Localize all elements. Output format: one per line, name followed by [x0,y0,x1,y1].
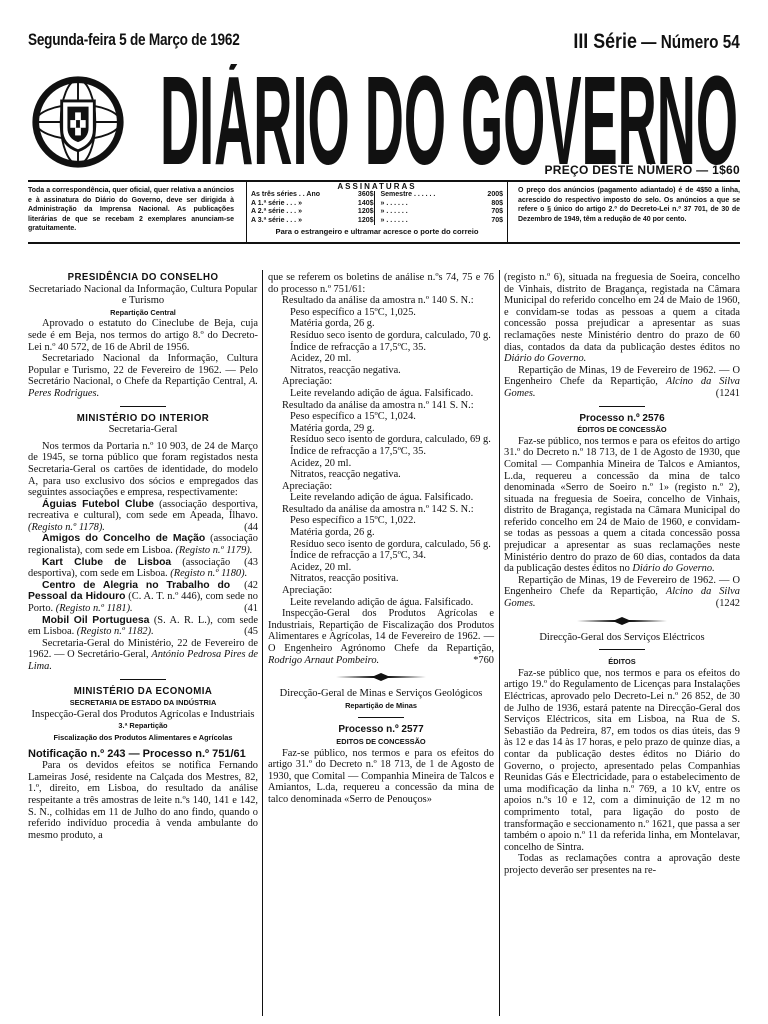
ornament-divider-icon [336,673,426,681]
subscription-label: A 2.ª série . . . » [251,208,302,215]
entity-name: Mobil Oil Portuguesa [42,614,150,626]
subscription-price: 70$ [491,216,503,224]
section-subheading: Secretariado Nacional da Informação, Cultura Popular e Turismo [28,283,258,307]
subscriptions-title: ASSINATURAS [337,182,417,191]
serie-label: III Série [573,30,638,53]
analysis-line: Matéria gorda, 29 g. [290,422,375,434]
paragraph [28,353,258,399]
paragraph [504,436,740,575]
masthead-top-line [28,30,740,54]
analysis-line: Resíduo seco isento de gordura, calculado, 70 g. [290,329,491,341]
publication-name: Diário do Governo. [632,563,715,575]
issue-date: Segunda-feira 5 de Março de 1962 [28,30,240,49]
process-number: Processo n.º 2576 [579,412,665,424]
subscriptions-table [251,191,503,225]
process-number: Processo n.º 2577 [338,724,424,736]
registry-number: (Registo n.º 1178). [28,521,105,533]
registry-number: (Registo n.º 1181). [55,603,133,615]
subscriptions-box [246,182,508,242]
analysis-line: Índice de refracção a 17,5ºC, 34. [290,550,426,562]
department-name: Inspecção-Geral dos Produtos Agrícolas e Industriais [31,708,255,720]
analysis-line: Nitratos, reacção negativa. [290,364,401,376]
entity-name: Centro de Alegria no Trabalho do Pessoal da Hidouro [28,579,231,603]
publication-name: Diário do Governo. [504,353,587,365]
appraisal-text: Leite revelando adição de água. Falsificado. [290,387,474,399]
issue-serie [574,30,740,54]
department-label: 3.ª Repartição [118,721,168,731]
appraisal-text: Leite revelando adição de água. Falsificado. [290,492,474,504]
paragraph [504,575,740,610]
department-label: Repartição Central [110,307,176,317]
entry-code: (45 [244,626,258,638]
entry-code: (43 [244,556,258,568]
subscription-row [251,191,374,200]
analysis-line: Índice de refracção a 17,5ºC, 35. [290,341,426,353]
paragraph-text: Secretariado Nacional da Informação, Cultura Popular e Turismo, 22 de Fevereiro de 1962. — Pelo Secretário Nacional, o Chefe da Repartição Central, [28,353,258,388]
entity-name: Amigos do Concelho de Mação [42,533,206,545]
subscription-price: 200$ [487,191,503,198]
info-band [28,182,740,244]
paragraph: Aprovado o estatuto do Cineclube de Beja, cuja sede é em Beja, nos termos do artigo 8.º do Decreto-Lei n.º 40 572, de 16 de Abril de 1956. [28,318,258,353]
entry-code: (42 [244,579,258,591]
subscription-row [251,200,374,209]
paragraph: Faz-se público, nos termos e para os efeitos do artigo 31.º do Decreto n.º 18 713, de 1 de Agosto de 1930, que Comital — Companhia Mineira de Talcos e Amiantos, L.da, requereu a concessão da mina de talco denominada «Serro de Penouços» [268,747,494,805]
newspaper-title [160,64,740,174]
paragraph-text: Secretaria-Geral do Ministério, 22 de Fevereiro de 1962. — O Secretário-Geral, [28,637,258,661]
paragraph-text: Repartição de Minas, 19 de Fevereiro de 1962. — O Engenheiro Chefe da Repartição, [504,364,740,388]
notice-type: EDITOS DE CONCESSÃO [336,736,426,746]
appraisal-text: Leite revelando adição de água. Falsificado. [290,596,474,608]
paragraph: Todas as reclamações contra a aprovação deste projecto deverão ser presentes na re- [504,853,740,876]
subscription-row [251,208,374,217]
entry-code: (44 [244,521,258,533]
department-label: Fiscalização dos Produtos Alimentares e Agrícolas [53,732,233,742]
coat-of-arms-icon [30,74,126,170]
analysis-line: Acidez, 20 ml. [290,561,352,573]
subscription-label: » . . . . . . [380,199,408,207]
column-1 [28,272,258,841]
section-heading: MINISTÉRIO DO INTERIOR [76,411,210,424]
appraisal-label: Apreciação: [282,585,333,597]
separator [358,717,404,718]
subscription-price: 140$ [357,199,374,207]
foreign-postage-note: Para o estrangeiro e ultramar acresce o porte do correio [275,227,479,236]
subscription-price: 70$ [491,208,503,215]
registry-entry [28,615,258,638]
paragraph [504,365,740,400]
registry-entry [28,580,258,615]
separator [120,406,166,407]
section-subheading: SECRETARIA DE ESTADO DA INDÚSTRIA [69,698,217,708]
paragraph [504,272,740,365]
appraisal-label: Apreciação: [282,480,333,492]
entry-code: (1242 [715,598,740,610]
issue-price: PREÇO DESTE NÚMERO — 1$60 [544,163,740,177]
registry-number: (Registo n.º 1182). [76,626,154,638]
paragraph: que se referem os boletins de análise n.ºs 74, 75 e 76 do processo n.º 751/61: [268,272,494,295]
analysis-heading: Resultado da análise da amostra n.º 142 S. N.: [282,503,474,515]
paragraph-text: (registo n.º 6), situada na freguesia de Soeira, concelho de Vinhais, distrito de Bragança, registada na Câmara Municipal do referido concelho em 24 de Maio de 1960, e convidam-se todas as pessoas a quem a citada concessão possa prejudicar a apresentar as suas reclamações neste Ministério dentro do prazo de 60 dias, contados da data da publicação destes éditos no [504,272,740,353]
appraisal-label: Apreciação: [282,376,333,388]
subscription-price: 120$ [357,216,374,224]
analysis-line: Matéria gorda, 26 g. [290,318,375,330]
subscription-row [381,200,504,209]
analysis-line: Acidez, 20 ml. [290,353,352,365]
subscriptions-semester-column [374,191,504,225]
subscription-label: A 3.ª série . . . » [251,216,302,224]
analysis-line: Acidez, 20 ml. [290,457,352,469]
paragraph-text: Repartição de Minas, 19 de Fevereiro de 1962. — O Engenheiro Chefe da Repartição, [504,574,740,598]
section-subheading: Secretaria-Geral [108,424,178,436]
subscription-label: A 1.ª série . . . » [251,199,302,207]
notice-type: ÉDITOS [608,657,636,667]
subscription-row [381,191,504,200]
subscription-price: 120$ [357,208,374,215]
registry-number: (Registo n.º 1180). [170,568,248,580]
analysis-line: Nitratos, reacção positiva. [290,573,399,585]
title-text: DIÁRIO DO GOVERNO [160,64,738,174]
entry-code: (1241 [715,387,740,399]
entity-text: (associação desportiva), com sede em Lisboa. [28,556,231,580]
analysis-line: Índice de refracção a 17,5ºC, 35. [290,445,426,457]
column-divider [262,270,263,1016]
paragraph [268,608,494,666]
signature: Rodrigo Arnaut Pombeiro. [268,654,380,666]
paragraph-text: Faz-se público, nos termos e para os efeitos do artigo 31.º do Decreto n.º 18 713, de 1 de Agosto de 1930, que Comital — Companhia Mineira de Talcos e Amiantos, L.da, requereu a concessão da mina de talco denominada «Serro de Soeiro n.º 1» (registo n.º 2), situada na freguesia de Soeira, concelho de Vinhais, distrito de Bragança, registada na Câmara Municipal do referido concelho em 24 de Maio de 1960, e convidam-se todas as pessoas a quem a citada concessão possa prejudicar a apresentar as suas reclamações neste Ministério dentro do prazo de 60 dias, contados da data da publicação destes éditos no [504,435,740,575]
entity-text: (C. A. T. n.º 446), com sede no Porto. [28,591,258,615]
subscriptions-year-column [251,191,374,225]
correspondence-notice: Toda a correspondência, quer oficial, quer relativa a anúncios e à assinatura do Diário do Governo, deve ser dirigida à Administração da Imprensa Nacional. As publicações literárias de que se recebam 2 exemplares anunciam-se gratuitamente. [28,187,234,233]
notification-title: Notificação n.º 243 — Processo n.º 751/61 [28,747,246,760]
paragraph-text: Inspecção-Geral dos Produtos Agrícolas e Industriais, Repartição de Fiscalização dos Produtos Alimentares e Agrícolas, 14 de Fevereiro de 1962. — O Engenheiro Agrónomo Chefe da Repartição, [268,608,494,654]
analysis-heading: Resultado da análise da amostra n.º 141 S. N.: [282,399,474,411]
analysis-line: Peso específico a 15ºC, 1,022. [290,515,416,527]
entity-text: (S. A. R. L.), com sede em Lisboa. [28,614,258,638]
paragraph: Para os devidos efeitos se notifica Fernando Lameiras José, residente na Calçada dos Mestres, 82, 1.º, direito, em Lisboa, do resultado da análise respeitante a três amostras de leite n.ºs 140, 141 e 142, S. N., colhidas em 11 de Julho do ano findo, quando o referido indivíduo procedia à venda ambulante do mesmo produto, a [28,760,258,841]
entry-code: *760 [473,654,494,666]
ornament-divider-icon [577,617,667,625]
section-heading: Direcção-Geral dos Serviços Eléctricos [539,631,705,643]
subscription-price: 360$ [357,191,374,198]
analysis-line: Peso específico a 15ºC, 1,025. [290,306,416,318]
column-divider [499,270,500,1016]
signature: Alcino da Silva Gomes. [504,586,740,610]
notice-type: ÉDITOS DE CONCESSÃO [577,425,667,435]
analysis-line: Nitratos, reacção negativa. [290,469,401,481]
paragraph [28,638,258,673]
analysis-line: Matéria gorda, 26 g. [290,527,375,539]
analysis-heading: Resultado da análise da amostra n.º 140 S. N.: [282,295,474,307]
entity-name: Kart Clube de Lisboa [42,556,172,568]
subscription-label: » . . . . . . [380,216,408,224]
entity-text: (associação regionalista), com sede em Lisboa. [28,533,258,557]
section-heading: Direcção-Geral de Minas e Serviços Geológicos [279,688,483,700]
subscription-row [381,217,504,226]
signature: Alcino da Silva Gomes. [504,376,740,399]
subscription-label: Semestre . . . . . . [380,191,436,198]
subscription-label: » . . . . . . [380,208,408,215]
paragraph: Faz-se público que, nos termos e para os efeitos do artigo 19.º do Regulamento de Licenças para Instalações Eléctricas, aprovado pelo Decreto-Lei n.º 26 852, de 30 de Julho de 1936, estará patente na Direcção-Geral dos Serviços Eléctricos, sita em Lisboa, na Rua de S. Sebastião da Pedreira, 87, em todos os dias úteis, das 9 às 12 e das 14 às 17 horas, e pelo prazo de quinze dias, a contar da publicação destes éditos no Diário do Governo, o projecto, apresentado pelas Companhias Reunidas Gás e Electricidade, para o estabelecimento de uma modificação da linha n.º 769, a 10 kV, entre os apoios n.ºs 10 e 12, com a diminuição de 12 m no comprimento total, para ligação do posto de transformação e seccionamento n.º 1621, que passa a ser também o apoio n.º 11 da referida linha, em Montelavar, concelho de Sintra. [504,667,740,853]
column-2 [268,272,494,806]
section-heading: PRESIDÊNCIA DO CONSELHO [67,271,219,283]
advert-price-notice: O preço dos anúncios (pagamento adiantado) é de 4$50 a linha, acrescido do respectivo imposto do selo. Os anúncios a que se refere o § único do artigo 2.º do Decreto-Lei n.º 37 701, de 30 de Dezembro de 1949, têm a redução de 40 por cento. [518,187,740,223]
separator [599,649,645,650]
signature: A. Peres Rodrigues. [28,376,258,399]
subscription-price: 80$ [491,199,503,207]
paragraph: Nos termos da Portaria n.º 10 903, de 24 de Março de 1945, se torna público que foram registados nesta Secretaria-Geral os cartões de identidade, do modelo A, para uso exclusivo dos sócios e empregados das seguintes associações e empresa, respectivamente: [28,440,258,499]
separator [120,679,166,680]
analysis-line: Resíduo seco isento de gordura, calculado, 56 g. [290,538,491,550]
column-3 [504,272,740,877]
analysis-line: Peso específico a 15ºC, 1,024. [290,411,416,423]
registry-number: (Registo n.º 1179). [175,545,253,557]
subscription-row [251,217,374,226]
signature: António Pedrosa Pires de Lima. [28,649,258,672]
analysis-line: Resíduo seco isento de gordura, calculado, 69 g. [290,434,491,446]
serie-dash: — [641,32,657,52]
entity-text: (associação desportiva, recreativa e cultural), com sede em Apeada, Ílhavo. [28,498,258,522]
subscription-label: As três séries . . Ano [251,191,320,198]
section-heading: MINISTÉRIO DA ECONOMIA [73,684,213,697]
subscription-row [381,208,504,217]
issue-number: Número 54 [660,32,740,52]
department-label: Repartição de Minas [345,700,417,710]
separator [599,406,645,407]
entity-name: Águias Futebol Clube [42,498,154,510]
registry-entry [28,499,258,534]
entry-code: (41 [244,603,258,615]
